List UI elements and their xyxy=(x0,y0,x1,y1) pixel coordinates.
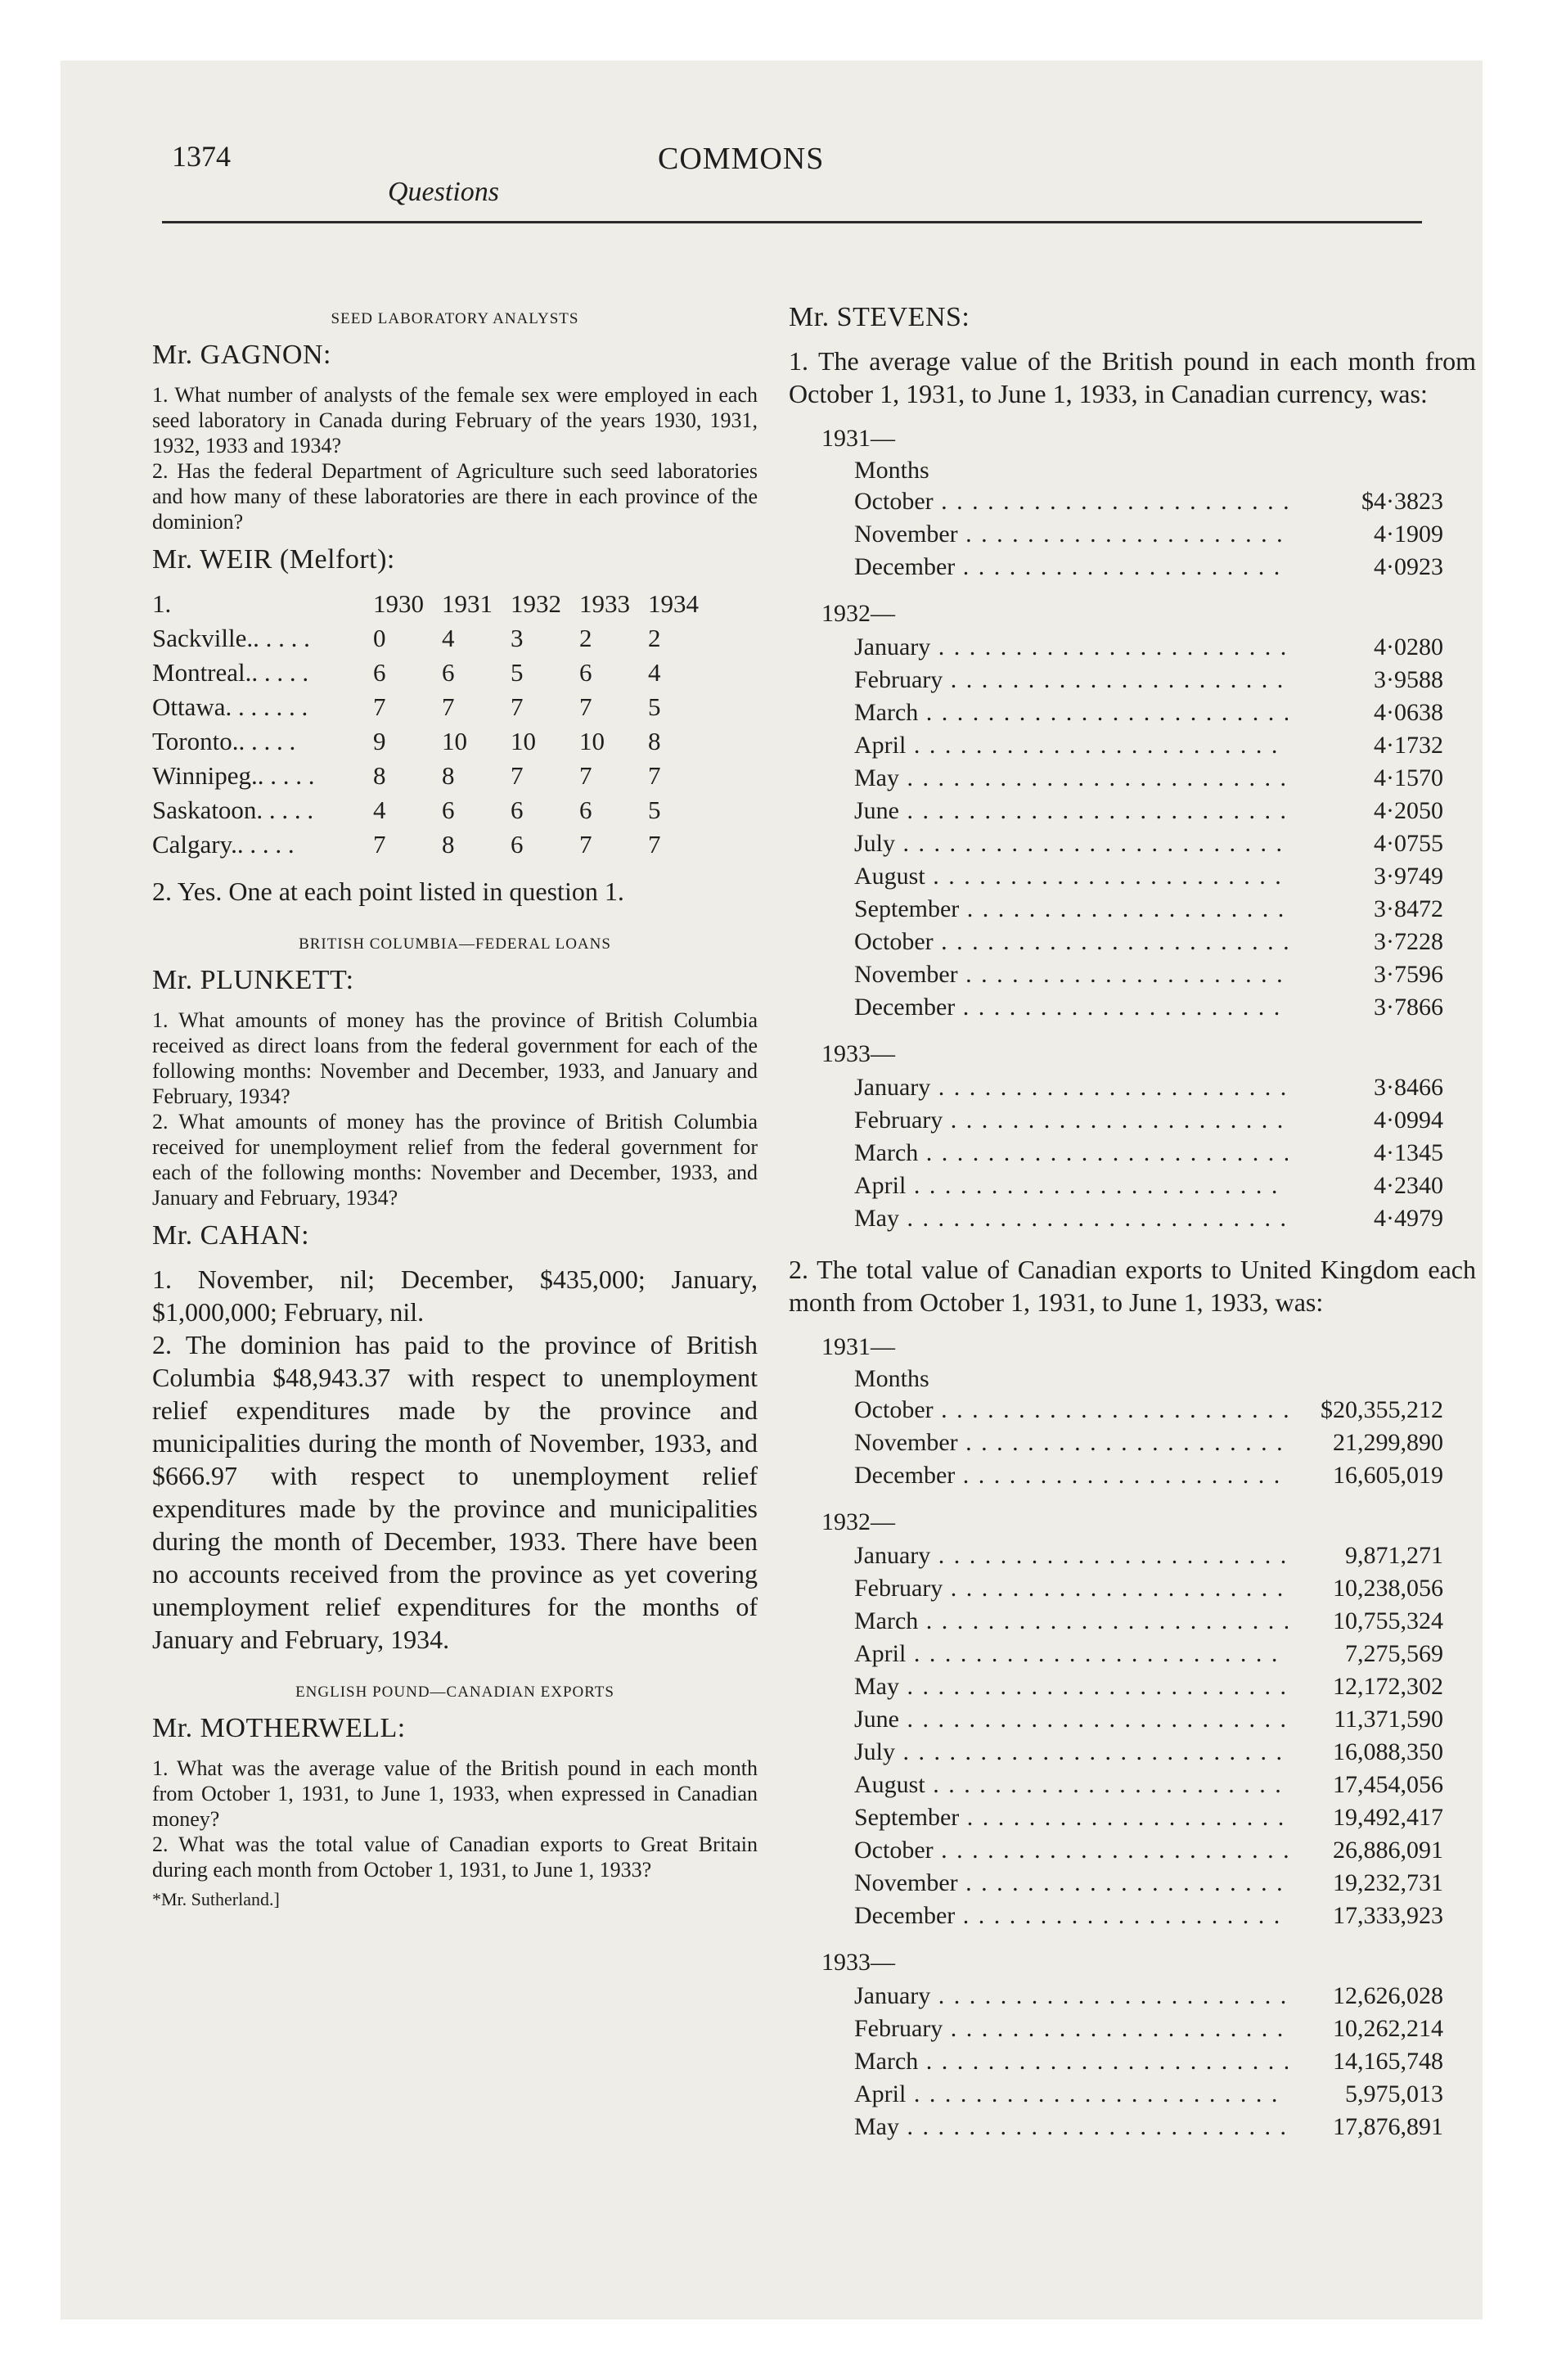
table-cell: 8 xyxy=(442,830,455,859)
month-name: October . . . xyxy=(854,926,1288,958)
table-cell: 6 xyxy=(579,796,592,824)
table-row xyxy=(854,795,1443,827)
table-cell: 7 xyxy=(579,692,592,721)
table-row xyxy=(854,485,1443,518)
gagnon-speaker: Mr. GAGNON: xyxy=(152,340,331,370)
month-name: February . . . xyxy=(854,664,1288,696)
table-cell: 2 xyxy=(579,624,592,652)
table-row xyxy=(854,1980,1443,2013)
bc-question-1: 1. What amounts of money has the province of British Columbia received as direct loans from the federal government for each of the following months: November and December, 1933, and January and February, 1934? xyxy=(152,1008,758,1108)
table-cell: 7 xyxy=(442,692,455,721)
month-value: 4·2050 xyxy=(1374,797,1443,824)
month-value: $20,355,212 xyxy=(1321,1396,1443,1423)
month-name: April . . . xyxy=(854,2078,1288,2111)
month-name: December . . . xyxy=(854,991,1288,1024)
month-name: May . . . xyxy=(854,1202,1288,1235)
year-label: 1931— xyxy=(821,1333,895,1360)
table-row xyxy=(854,1202,1443,1235)
table-row xyxy=(854,893,1443,926)
month-value: 3·7228 xyxy=(1374,928,1443,955)
month-value: 19,232,731 xyxy=(1333,1869,1443,1896)
table-cell: 5 xyxy=(648,796,661,824)
month-name: January . . . xyxy=(854,1539,1288,1572)
month-name: November . . . xyxy=(854,1867,1288,1900)
table-row xyxy=(854,1900,1443,1932)
months-label: Months xyxy=(854,1365,929,1392)
bc-heading: BRITISH COLUMBIA—FEDERAL LOANS xyxy=(299,935,611,953)
month-value: 4·0994 xyxy=(1374,1107,1443,1134)
month-value: 3·7866 xyxy=(1374,994,1443,1021)
month-value: 12,626,028 xyxy=(1333,1982,1443,2009)
table-cell: 7 xyxy=(648,761,661,790)
month-name: February . . . xyxy=(854,2013,1288,2045)
running-head: COMMONS xyxy=(658,142,825,176)
month-name: January . . . xyxy=(854,1071,1288,1104)
month-value: 3·8472 xyxy=(1374,895,1443,922)
table-cell: 7 xyxy=(373,830,386,859)
table-row xyxy=(854,926,1443,958)
table-header-row xyxy=(152,587,717,621)
table-row xyxy=(152,724,717,759)
month-value: 4·0638 xyxy=(1374,699,1443,726)
month-value: 4·1909 xyxy=(1374,521,1443,548)
month-name: May . . . xyxy=(854,1670,1288,1703)
table-row xyxy=(854,1459,1443,1492)
month-name: June . . . xyxy=(854,1703,1288,1736)
table-row xyxy=(854,1769,1443,1801)
month-name: May . . . xyxy=(854,762,1288,795)
table-cell: 7 xyxy=(511,692,524,721)
left-column xyxy=(152,245,758,1910)
month-value: 26,886,091 xyxy=(1333,1837,1443,1864)
month-name: December . . . xyxy=(854,1900,1288,1932)
section-label: Questions xyxy=(388,177,499,207)
month-value: 16,605,019 xyxy=(1333,1462,1443,1489)
month-name: March . . . xyxy=(854,1605,1288,1638)
table-cell: 6 xyxy=(579,658,592,687)
table-cell: 3 xyxy=(511,624,524,652)
table-header-cell: 1932 xyxy=(511,589,561,618)
table-row xyxy=(854,1670,1443,1703)
table-row xyxy=(854,2078,1443,2111)
page-number: 1374 xyxy=(172,140,231,173)
month-name: October . . . xyxy=(854,1394,1288,1427)
year-label: 1932— xyxy=(821,1508,895,1535)
pound-heading: ENGLISH POUND—CANADIAN EXPORTS xyxy=(295,1684,614,1701)
month-name: April . . . xyxy=(854,729,1288,762)
table-cell: 6 xyxy=(442,796,455,824)
month-value: 17,876,891 xyxy=(1333,2113,1443,2140)
month-name: August . . . xyxy=(854,860,1288,893)
table-cell: 5 xyxy=(648,692,661,721)
month-value: 3·9588 xyxy=(1374,666,1443,693)
table-cell: 4 xyxy=(373,796,386,824)
stevens-answer-1-intro: 1. The average value of the British pound in each month from October 1, 1931, to June 1, 1933, in Canadian currency, was: xyxy=(789,346,1476,408)
footer-note: *Mr. Sutherland.] xyxy=(152,1889,280,1909)
month-value: 4·2340 xyxy=(1374,1172,1443,1199)
year-label: 1933— xyxy=(821,1040,895,1067)
table-cell: Sackville.. . . . . xyxy=(152,624,310,652)
month-name: July . . . xyxy=(854,827,1288,860)
table-row xyxy=(854,1170,1443,1202)
month-value: 5,975,013 xyxy=(1345,2080,1443,2107)
table-row xyxy=(854,1801,1443,1834)
month-value: 11,371,590 xyxy=(1334,1706,1443,1733)
table-cell: Saskatoon. . . . . xyxy=(152,796,314,824)
table-cell: 8 xyxy=(373,761,386,790)
month-value: 21,299,890 xyxy=(1333,1429,1443,1456)
table-row xyxy=(854,518,1443,551)
seed-analysts-table xyxy=(152,587,717,862)
table-row xyxy=(854,1572,1443,1605)
table-row xyxy=(854,551,1443,584)
month-name: March . . . xyxy=(854,1137,1288,1170)
table-row xyxy=(854,1104,1443,1137)
month-name: October . . . xyxy=(854,1834,1288,1867)
table-row xyxy=(854,664,1443,696)
seed-question-1: 1. What number of analysts of the female sex were employed in each seed laboratory in Canada during February of the years 1930, 1931, 1932, 1933 and 1934? xyxy=(152,383,758,458)
table-cell: 2 xyxy=(648,624,661,652)
table-row xyxy=(854,1605,1443,1638)
month-value: 19,492,417 xyxy=(1333,1804,1443,1831)
seed-heading: SEED LABORATORY ANALYSTS xyxy=(331,310,579,327)
table-row xyxy=(854,2045,1443,2078)
table-cell: Montreal.. . . . . xyxy=(152,658,309,687)
table-cell: 9 xyxy=(373,727,386,755)
month-value: 3·7596 xyxy=(1374,961,1443,988)
table-cell: 7 xyxy=(579,830,592,859)
page xyxy=(61,61,1483,2319)
table-row xyxy=(152,656,717,690)
month-name: January . . . xyxy=(854,631,1288,664)
table-header-cell: 1933 xyxy=(579,589,630,618)
bc-question-2: 2. What amounts of money has the province of British Columbia received for unemployment relief from the federal government for each of the following months: November and December, 1933, and January and February, 1934? xyxy=(152,1110,758,1210)
month-value: 16,088,350 xyxy=(1333,1738,1443,1765)
pound-question-2: 2. What was the total value of Canadian exports to Great Britain during each month from October 1, 1931, to June 1, 1933? xyxy=(152,1832,758,1882)
table-row xyxy=(854,1394,1443,1427)
table-row xyxy=(854,631,1443,664)
table-cell: 10 xyxy=(579,727,605,755)
month-name: December . . . xyxy=(854,1459,1288,1492)
table-row xyxy=(854,958,1443,991)
table-cell: 7 xyxy=(511,761,524,790)
table-cell: Calgary.. . . . . xyxy=(152,830,295,859)
table-cell: 4 xyxy=(648,658,661,687)
right-column xyxy=(789,245,1476,2143)
table-row xyxy=(854,1427,1443,1459)
table-cell: 7 xyxy=(579,761,592,790)
month-value: 4·0923 xyxy=(1374,553,1443,580)
month-name: July . . . xyxy=(854,1736,1288,1769)
stevens-speaker: Mr. STEVENS: xyxy=(789,302,970,332)
table-cell: Toronto.. . . . . xyxy=(152,727,296,755)
table-cell: 10 xyxy=(511,727,536,755)
month-name: November . . . xyxy=(854,1427,1288,1459)
table-row xyxy=(854,991,1443,1024)
year-label: 1932— xyxy=(821,600,895,627)
month-value: 4·4979 xyxy=(1374,1205,1443,1232)
months-label: Months xyxy=(854,457,929,484)
month-value: 9,871,271 xyxy=(1345,1542,1443,1569)
table-row xyxy=(854,729,1443,762)
table-row xyxy=(854,2013,1443,2045)
month-value: 4·1345 xyxy=(1374,1139,1443,1166)
table-cell: Ottawa. . . . . . . xyxy=(152,692,308,721)
month-name: January . . . xyxy=(854,1980,1288,2013)
month-name: August . . . xyxy=(854,1769,1288,1801)
month-value: 14,165,748 xyxy=(1333,2048,1443,2075)
month-value: 10,755,324 xyxy=(1333,1607,1443,1634)
weir-speaker: Mr. WEIR (Melfort): xyxy=(152,544,395,575)
table-header-cell: 1. xyxy=(152,589,172,618)
month-value: $4·3823 xyxy=(1361,488,1443,515)
table-cell: 8 xyxy=(648,727,661,755)
table-cell: Winnipeg.. . . . . xyxy=(152,761,315,790)
table-row xyxy=(854,1539,1443,1572)
table-cell: 8 xyxy=(442,761,455,790)
month-name: September . . . xyxy=(854,893,1288,926)
table-row xyxy=(152,759,717,793)
table-cell: 7 xyxy=(373,692,386,721)
table-row xyxy=(854,1867,1443,1900)
year-label: 1931— xyxy=(821,425,895,452)
pound-question-1: 1. What was the average value of the British pound in each month from October 1, 1931, to June 1, 1933, when expressed in Canadian money? xyxy=(152,1756,758,1831)
table-row xyxy=(854,2111,1443,2143)
month-value: 3·9749 xyxy=(1374,863,1443,890)
table-row xyxy=(152,827,717,862)
exports-value-table xyxy=(821,1333,1443,2143)
month-value: 4·1732 xyxy=(1374,732,1443,759)
stevens-answer-2-intro: 2. The total value of Canadian exports to United Kingdom each month from October 1, 1931, to June 1, 1933, was: xyxy=(789,1255,1476,1317)
table-cell: 6 xyxy=(511,796,524,824)
table-row xyxy=(854,1137,1443,1170)
table-cell: 7 xyxy=(648,830,661,859)
table-row xyxy=(152,690,717,724)
month-value: 17,333,923 xyxy=(1333,1902,1443,1929)
month-value: 10,238,056 xyxy=(1333,1575,1443,1602)
cahan-speaker: Mr. CAHAN: xyxy=(152,1220,310,1251)
year-label: 1933— xyxy=(821,1949,895,1976)
month-name: September . . . xyxy=(854,1801,1288,1834)
month-value: 3·8466 xyxy=(1374,1074,1443,1101)
table-cell: 5 xyxy=(511,658,524,687)
month-name: November . . . xyxy=(854,958,1288,991)
month-value: 17,454,056 xyxy=(1333,1771,1443,1798)
cahan-answer-1: 1. November, nil; December, $435,000; January, $1,000,000; February, nil. xyxy=(152,1264,758,1327)
month-value: 4·0280 xyxy=(1374,633,1443,660)
table-row xyxy=(854,696,1443,729)
table-cell: 10 xyxy=(442,727,467,755)
cahan-answer-2: 2. The dominion has paid to the province of British Columbia $48,943.37 with respect to unemployment relief expenditures made by the province and municipalities during the month of November, 1933, and $666.97 with respect to unemployment relief expenditures made by the province and municipalities during the month of December, 1933. There have been no accounts received from the province as yet covering unemployment relief expenditures for the months of January and February, 1934. xyxy=(152,1330,758,1654)
page-header xyxy=(61,61,1483,224)
table-cell: 0 xyxy=(373,624,386,652)
table-cell: 4 xyxy=(442,624,455,652)
month-name: October . . . xyxy=(854,485,1288,518)
pound-value-table xyxy=(821,425,1443,1235)
table-row xyxy=(854,860,1443,893)
table-row xyxy=(854,1703,1443,1736)
month-name: February . . . xyxy=(854,1572,1288,1605)
table-cell: 6 xyxy=(442,658,455,687)
table-cell: 6 xyxy=(511,830,524,859)
month-value: 4·1570 xyxy=(1374,764,1443,791)
month-value: 7,275,569 xyxy=(1345,1640,1443,1667)
motherwell-speaker: Mr. MOTHERWELL: xyxy=(152,1713,406,1743)
table-row xyxy=(152,621,717,656)
plunkett-speaker: Mr. PLUNKETT: xyxy=(152,965,354,995)
month-value: 4·0755 xyxy=(1374,830,1443,857)
month-name: November . . . xyxy=(854,518,1288,551)
table-header-cell: 1931 xyxy=(442,589,493,618)
month-name: March . . . xyxy=(854,2045,1288,2078)
table-row xyxy=(152,793,717,827)
table-row xyxy=(854,762,1443,795)
table-row xyxy=(854,1736,1443,1769)
month-name: April . . . xyxy=(854,1170,1288,1202)
table-row xyxy=(854,1638,1443,1670)
month-name: December . . . xyxy=(854,551,1288,584)
header-rule xyxy=(162,221,1422,223)
table-cell: 6 xyxy=(373,658,386,687)
month-name: February . . . xyxy=(854,1104,1288,1137)
seed-question-2: 2. Has the federal Department of Agriculture such seed laboratories and how many of these laboratories are there in each province of the dominion? xyxy=(152,459,758,534)
table-header-cell: 1930 xyxy=(373,589,424,618)
month-value: 12,172,302 xyxy=(1333,1673,1443,1700)
weir-answer-2: 2. Yes. One at each point listed in question 1. xyxy=(152,877,624,906)
table-row xyxy=(854,827,1443,860)
table-row xyxy=(854,1071,1443,1104)
month-name: April . . . xyxy=(854,1638,1288,1670)
month-name: June . . . xyxy=(854,795,1288,827)
table-row xyxy=(854,1834,1443,1867)
table-header-cell: 1934 xyxy=(648,589,699,618)
month-name: May . . . xyxy=(854,2111,1288,2143)
month-name: March . . . xyxy=(854,696,1288,729)
month-value: 10,262,214 xyxy=(1333,2015,1443,2042)
